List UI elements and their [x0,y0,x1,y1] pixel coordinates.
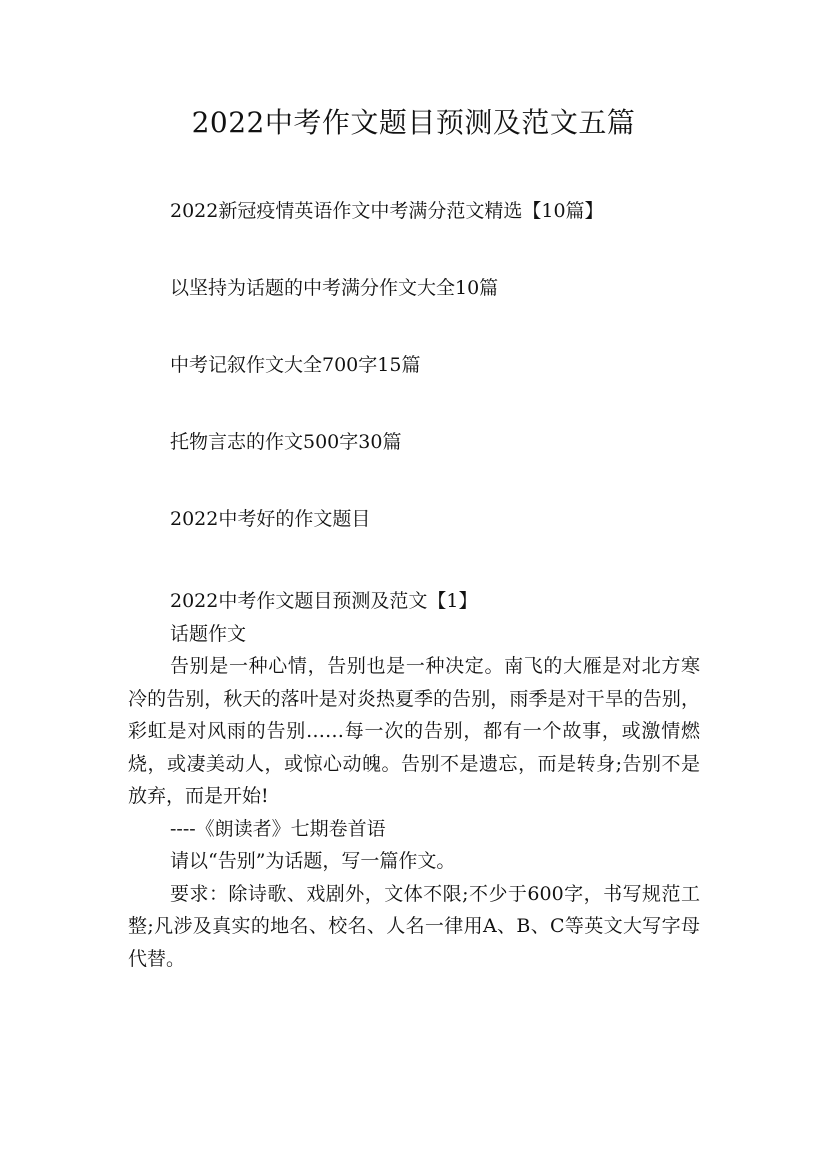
paragraph-instruction: 请以“告别”为话题，写一篇作文。 [170,850,456,872]
related-article-link[interactable]: 托物言志的作文500字30篇 [170,431,402,453]
related-article-link[interactable]: 2022新冠疫情英语作文中考满分范文精选【10篇】 [170,200,604,222]
related-article-link[interactable]: 以坚持为话题的中考满分作文大全10篇 [170,277,499,299]
section-heading: 2022中考作文题目预测及范文【1】 [170,590,478,612]
article-body [128,585,700,975]
paragraph-source: ----《朗读者》七期卷首语 [170,817,386,840]
paragraph-prompt: 告别是一种心情，告别也是一种决定。南飞的大雁是对北方寒冷的告别，秋天的落叶是对炎热夏季的告别，雨季是对干旱的告别，彩虹是对风雨的告别……每一次的告别，都有一个故事，或激情燃烧，或凄美动人，或惊心动魄。告别不是遗忘，而是转身;告别不是放弃，而是开始! [128,655,700,807]
related-articles-list [170,192,730,577]
document-title: 2022中考作文题目预测及范文五篇 [191,106,636,139]
related-article-link[interactable]: 2022中考好的作文题目 [170,508,371,530]
paragraph-topic-type: 话题作文 [170,622,247,645]
related-article-link[interactable]: 中考记叙作文大全700字15篇 [170,354,421,376]
paragraph-requirements: 要求：除诗歌、戏剧外，文体不限;不少于600字，书写规范工整;凡涉及真实的地名、校名、人名一律用A、B、C等英文大写字母代替。 [128,882,700,970]
